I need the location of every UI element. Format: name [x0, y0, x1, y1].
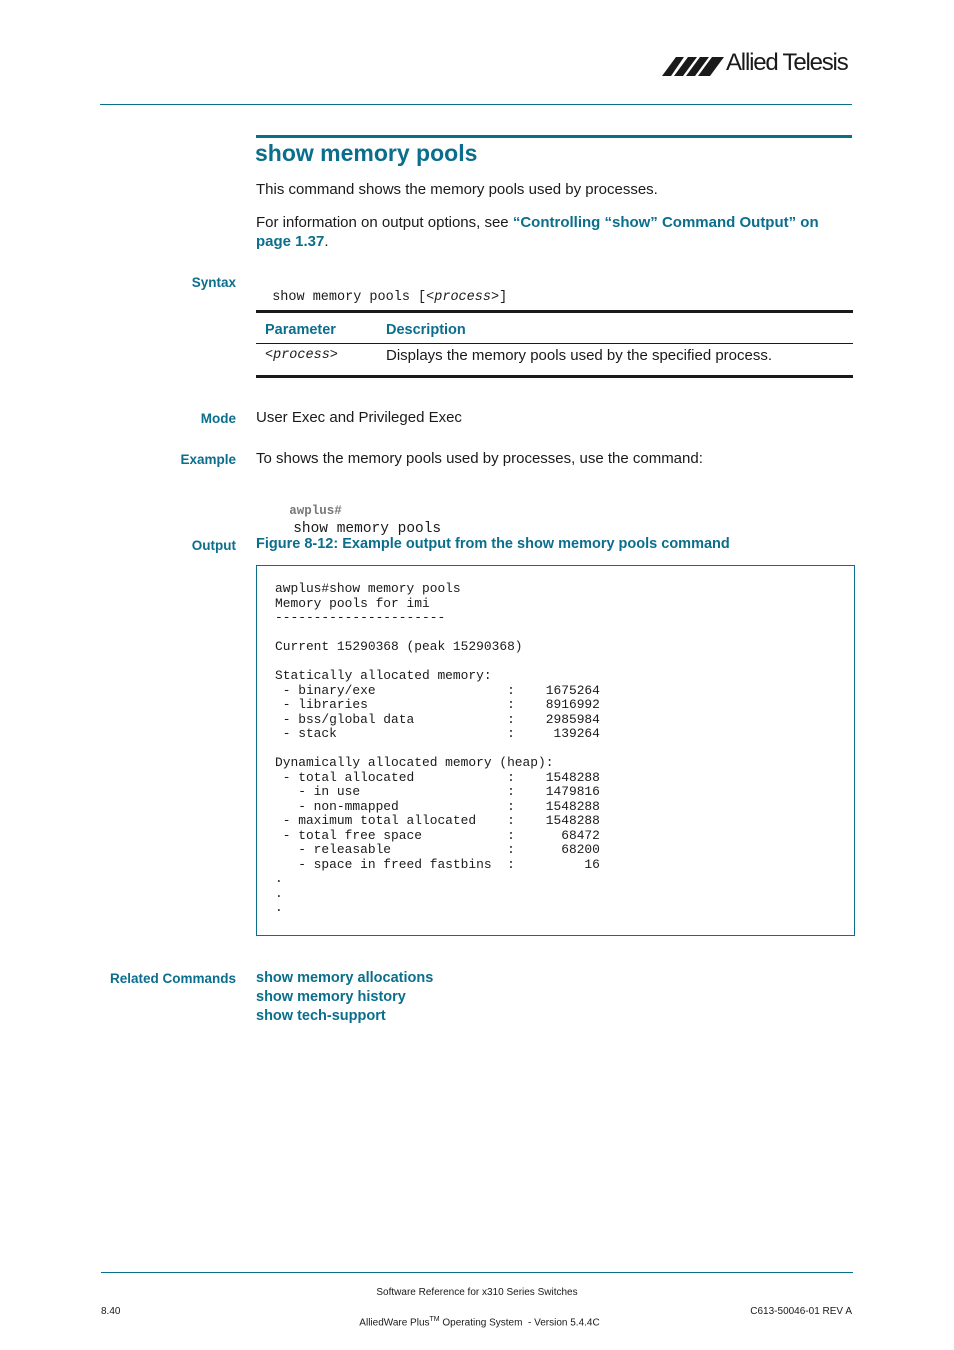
title-rule: [256, 135, 852, 138]
example-command-line: [270, 483, 441, 537]
column-header-parameter: Parameter: [265, 322, 336, 338]
table-header-row: [256, 313, 853, 344]
output-options-link[interactable]: “Controlling “show” Command Output” on page 1.37: [256, 214, 819, 250]
related-link-history[interactable]: show memory history: [256, 989, 406, 1005]
example-text: To shows the memory pools used by processes, use the command:: [256, 450, 703, 467]
table-bottom-rule: [256, 375, 853, 378]
info-paragraph: [256, 213, 846, 251]
description-cell: Displays the memory pools used by the specified process.: [386, 347, 773, 364]
table-row: [256, 344, 853, 375]
footer-title: Software Reference for x310 Series Switches: [376, 1287, 578, 1298]
brand-name: Allied Telesis: [726, 49, 848, 76]
document-id: C613-50046-01 REV A: [750, 1306, 852, 1317]
syntax-label: Syntax: [191, 275, 236, 290]
syntax-param: <process>: [426, 290, 500, 305]
syntax-command: [256, 275, 507, 305]
column-header-description: Description: [386, 322, 466, 338]
intro-text: This command shows the memory pools used by processes.: [256, 181, 658, 198]
syntax-close: ]: [499, 290, 508, 305]
related-commands-label: Related Commands: [109, 971, 236, 986]
page-number: 8.40: [101, 1306, 121, 1317]
page-title: show memory pools: [255, 140, 478, 166]
output-label: Output: [191, 538, 236, 553]
param-cell: <process>: [265, 348, 338, 363]
parameter-table: [256, 310, 853, 378]
mode-label: Mode: [200, 411, 236, 426]
related-commands-list: [256, 969, 433, 1026]
header-rule: [100, 104, 852, 105]
output-code-box: [256, 565, 855, 936]
brand-logo: [662, 49, 854, 78]
output-code: awplus#show memory pools Memory pools for imi ---------------------- Current 15290368 (peak 15290368) Statically allocated memory: - binary/exe : 1675264 - libraries : 8916992 - bss/global data : 2985984 - stack : 139264 Dynamically allocated memory (heap): - total allocated : 1548288 - in use : 1479816 - non-mmapped : 1548288 - maximum total allocated : 1548288 - total free space : 68472 - releasable : 68200 - space in freed fastbins : 16 . . .: [275, 581, 600, 915]
example-command: show memory pools: [293, 521, 442, 537]
syntax-command-text: show memory pools [: [272, 290, 427, 305]
example-label: Example: [180, 452, 236, 467]
info-suffix: .: [324, 233, 329, 250]
footer-trademark: TM: [429, 1316, 440, 1323]
related-link-allocations[interactable]: show memory allocations: [256, 970, 434, 986]
footer-product-name: AlliedWare Plus: [359, 1317, 430, 1329]
footer-rule: [101, 1272, 853, 1273]
mode-text: User Exec and Privileged Exec: [256, 409, 462, 426]
related-link-tech-support[interactable]: show tech-support: [256, 1008, 386, 1024]
brand-logo-mark-icon: [662, 55, 724, 77]
example-prompt: awplus#: [289, 504, 342, 518]
figure-caption: Figure 8-12: Example output from the show memory pools command: [256, 536, 730, 552]
info-prefix: For information on output options, see: [256, 214, 513, 231]
footer-product-version: Operating System - Version 5.4.4C: [439, 1317, 600, 1329]
